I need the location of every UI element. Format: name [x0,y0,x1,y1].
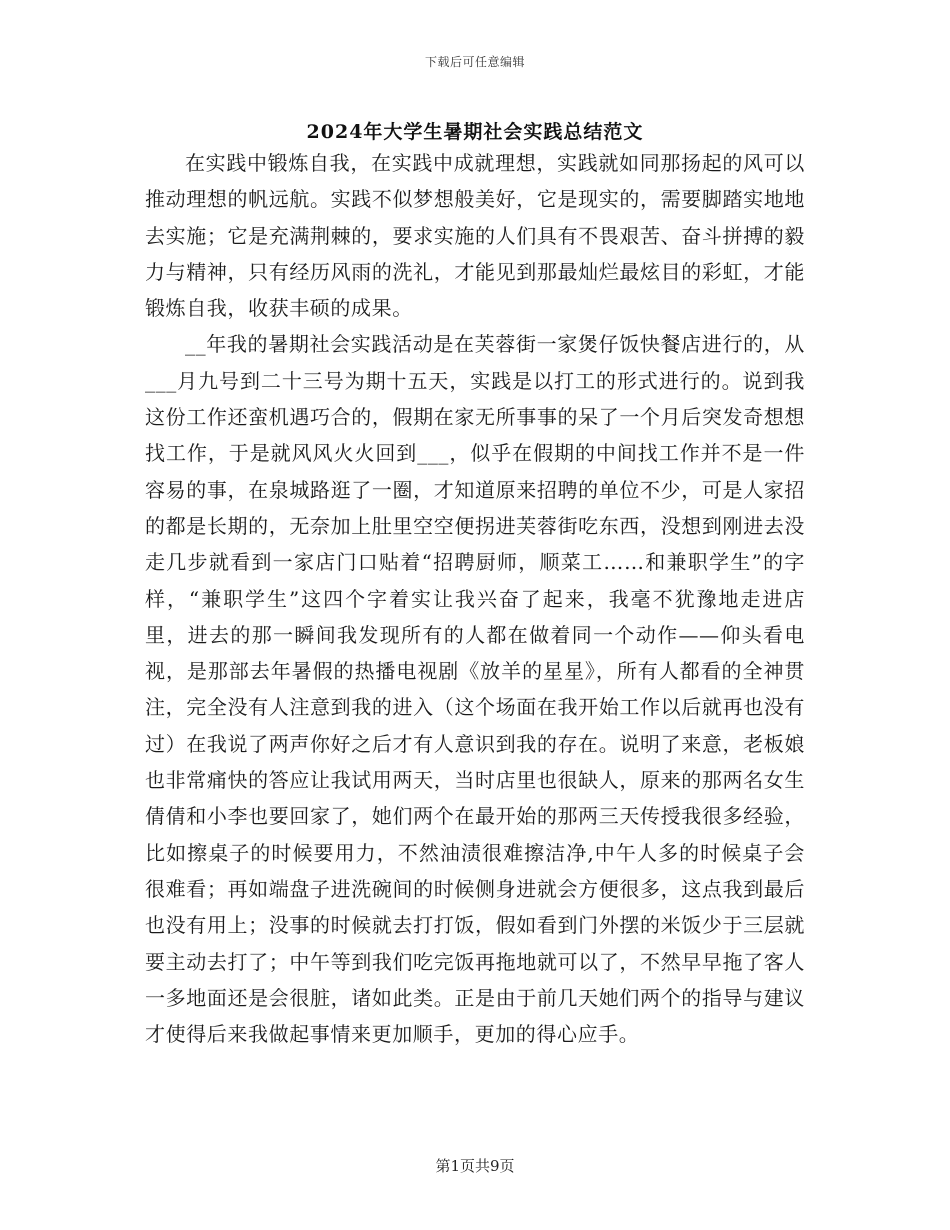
document-body [145,145,805,1052]
paragraph-2: __年我的暑期社会实践活动是在芙蓉街一家煲仔饭快餐店进行的，从___月九号到二十三号为期十五天，实践是以打工的形式进行的。说到我这份工作还蛮机遇巧合的，假期在家无所事事的呆了一个月后突发奇想想找工作，于是就风风火火回到___，似乎在假期的中间找工作并不是一件容易的事，在泉城路逛了一圈，才知道原来招聘的单位不少，可是人家招的都是长期的，无奈加上肚里空空便拐进芙蓉街吃东西，没想到刚进去没走几步就看到一家店门口贴着“招聘厨师，顺菜工……和兼职学生”的字样，“兼职学生”这四个字着实让我兴奋了起来，我毫不犹豫地走进店里，进去的那一瞬间我发现所有的人都在做着同一个动作——仰头看电视，是那部去年暑假的热播电视剧《放羊的星星》，所有人都看的全神贯注，完全没有人注意到我的进入（这个场面在我开始工作以后就再也没有过）在我说了两声你好之后才有人意识到我的存在。说明了来意，老板娘也非常痛快的答应让我试用两天，当时店里也很缺人，原来的那两名女生倩倩和小李也要回家了，她们两个在最开始的那两三天传授我很多经验，比如擦桌子的时候要用力，不然油渍很难擦洁净,中午人多的时候桌子会很难看；再如端盘子进洗碗间的时候侧身进就会方便很多，这点我到最后也没有用上；没事的时候就去打打饭，假如看到门外摆的米饭少于三层就要主动去打了；中午等到我们吃完饭再拖地就可以了，不然早早拖了客人一多地面还是会很脏，诸如此类。正是由于前几天她们两个的指导与建议才使得后来我做起事情来更加顺手，更加的得心应手。 [145,332,805,1047]
page-number-footer: 第1页共9页 [435,1157,515,1175]
paragraph-1: 在实践中锻炼自我，在实践中成就理想，实践就如同那扬起的风可以推动理想的帆远航。实践不似梦想般美好，它是现实的，需要脚踏实地地去实施；它是充满荆棘的，要求实施的人们具有不畏艰苦、奋斗拼搏的毅力与精神，只有经历风雨的洗礼，才能见到那最灿烂最炫目的彩虹，才能锻炼自我，收获丰硕的成果。 [145,151,805,321]
document-title: 2024年大学生暑期社会实践总结范文 [306,121,644,143]
header-note: 下载后可任意编辑 [424,55,525,69]
